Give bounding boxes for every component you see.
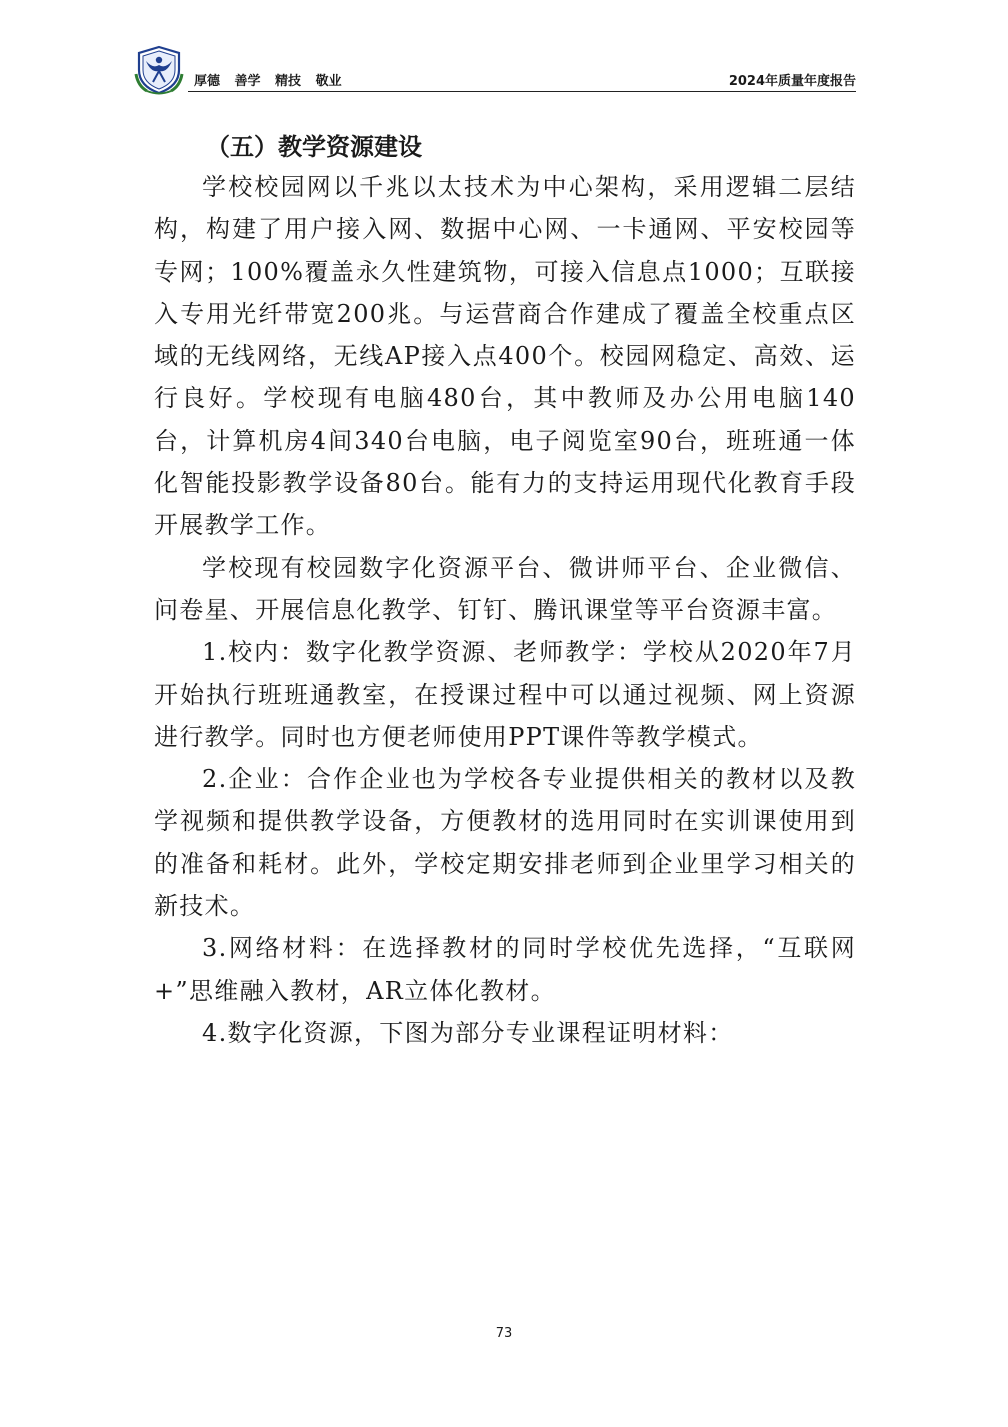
paragraph-digital-resources: 4.数字化资源，下图为部分专业课程证明材料：	[202, 1018, 734, 1047]
paragraph-network-materials: 3.网络材料：在选择教材的同时学校优先选择，“互联网+”思维融入教材，AR立体化教材。	[154, 934, 856, 1005]
section-title: （五）教学资源建设	[206, 133, 422, 161]
header-divider	[188, 91, 856, 92]
report-title: 2024年质量年度报告	[728, 74, 856, 89]
paragraph-network-infrastructure: 学校校园网以千兆以太技术为中心架构，采用逻辑二层结构，构建了用户接入网、数据中心网、一卡通网、平安校园等专网；100%覆盖永久性建筑物，可接入信息点1000；互联接入专用光纤带宽200兆。与运营商合作建成了覆盖全校重点区域的无线网络，无线AP接入点400个。校园网稳定、高效、运行良好。学校现有电脑480台，其中教师及办公用电脑140台，计算机房4间340台电脑，电子阅览室90台，班班通一体化智能投影教学设备80台。能有力的支持运用现代化教育手段开展教学工作。	[154, 173, 856, 540]
school-motto: 厚德 善学 精技 敬业	[194, 74, 342, 89]
paragraph-enterprise: 2.企业：合作企业也为学校各专业提供相关的教材以及教学视频和提供教学设备，方便教材的选用同时在实训课使用到的准备和耗材。此外，学校定期安排老师到企业里学习相关的新技术。	[154, 765, 856, 921]
page-content	[154, 128, 856, 1054]
page-header	[134, 44, 856, 100]
paragraph-on-campus: 1.校内：数字化教学资源、老师教学：学校从2020年7月开始执行班班通教室，在授课过程中可以通过视频、网上资源进行教学。同时也方便老师使用PPT课件等教学模式。	[154, 638, 856, 751]
page-number: 73	[495, 1326, 513, 1341]
school-emblem-icon	[134, 44, 184, 96]
paragraph-platforms: 学校现有校园数字化资源平台、微讲师平台、企业微信、问卷星、开展信息化教学、钉钉、腾讯课堂等平台资源丰富。	[154, 553, 856, 624]
